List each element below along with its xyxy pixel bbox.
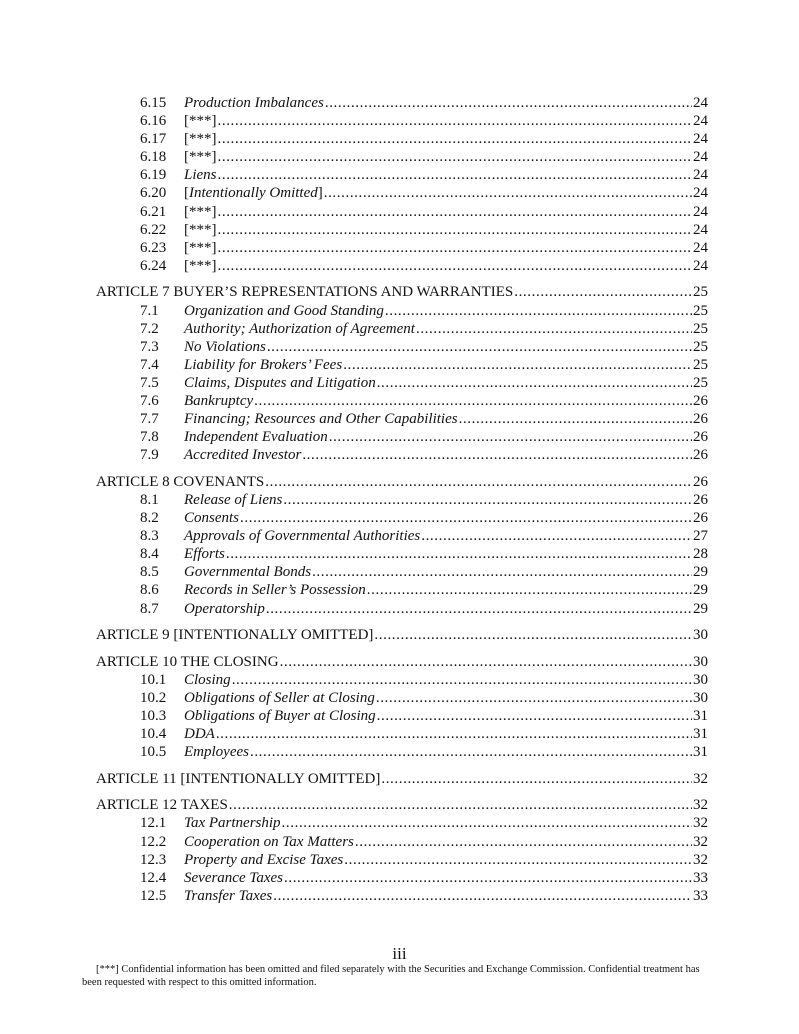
page-ref: 31 [693,726,708,743]
dot-leader [325,94,692,112]
dot-leader [218,130,693,148]
table-of-contents [96,94,708,905]
page-ref: 26 [693,491,708,508]
section-title [184,221,217,239]
section-number: 6.21 [140,203,167,220]
title-text: ARTICLE 10 THE CLOSING [96,653,279,670]
page-ref: 30 [693,653,708,670]
dot-leader [282,814,692,832]
page-ref: 24 [693,257,708,274]
page-ref: 26 [693,473,708,490]
title-text: Organization and Good Standing [184,302,384,319]
title-text: Authority; Authorization of Agreement [184,320,415,337]
page-ref: 29 [693,600,708,617]
title-text: Tax Partnership [184,815,281,832]
title-text: [***] [184,221,217,238]
section-number: 7.1 [140,302,159,319]
title-text: Obligations of Buyer at Closing [184,708,376,724]
section-title [96,796,228,814]
dot-leader [329,428,692,446]
page-ref: 32 [693,851,708,868]
section-number: 7.8 [140,429,159,446]
toc-section-entry[interactable] [96,112,708,130]
section-number: 6.20 [140,185,167,202]
page-ref: 30 [693,671,708,688]
page-ref: 24 [693,95,708,111]
dot-leader [240,509,692,527]
title-text: Cooperation on Tax Matters [184,833,354,850]
page-ref: 24 [693,149,708,166]
title-text: Employees [184,744,249,761]
section-number: 6.16 [140,113,167,130]
page-ref: 25 [693,302,708,319]
toc-article-entry[interactable] [96,473,708,491]
section-number: 8.3 [140,528,159,545]
toc-article-entry[interactable] [96,653,708,671]
toc-section-entry[interactable] [96,392,708,410]
page-ref: 29 [693,564,708,581]
page-ref: 31 [693,708,708,724]
dot-leader [324,184,692,202]
title-text: No Violations [184,338,266,355]
section-title [184,94,324,112]
page-ref: 24 [693,131,708,148]
title-text: Liability for Brokers’ Fees [184,356,343,373]
dot-leader [344,851,692,869]
section-title [184,869,283,887]
title-text: Approvals of Governmental Authorities [184,528,421,545]
title-text: DDA [184,726,215,743]
toc-section-entry[interactable] [96,545,708,563]
dot-leader [514,283,692,301]
section-title [184,509,239,527]
section-title [184,814,281,832]
section-title [184,689,375,707]
title-text: [***] [184,131,217,148]
toc-section-entry[interactable] [96,563,708,581]
page-ref: 25 [693,356,708,373]
section-title [184,112,217,130]
page-ref: 32 [693,815,708,832]
toc-section-entry[interactable] [96,491,708,509]
title-text: [***] [184,239,217,256]
title-text: ARTICLE 9 [INTENTIONALLY OMITTED] [96,627,374,644]
toc-section-entry[interactable] [96,707,708,725]
section-number: 6.17 [140,131,167,148]
toc-section-entry[interactable] [96,203,708,221]
dot-leader [216,725,692,743]
dot-leader [218,148,693,166]
section-number: 12.1 [140,815,167,832]
section-number: 7.9 [140,447,159,464]
toc-section-entry[interactable] [96,689,708,707]
toc-section-entry[interactable] [96,94,708,112]
toc-section-entry[interactable] [96,743,708,761]
toc-section-entry[interactable] [96,130,708,148]
dot-leader [377,707,692,725]
toc-section-entry[interactable] [96,509,708,527]
toc-section-entry[interactable] [96,166,708,184]
toc-article-entry[interactable] [96,626,708,644]
title-text: Accredited Investor [184,447,302,464]
title-text: [***] [184,203,217,220]
section-title [184,446,301,464]
section-number: 10.2 [140,689,167,706]
dot-leader [385,302,692,320]
title-text: Consents [184,510,240,527]
section-title [184,257,217,275]
dot-leader [229,796,692,814]
section-title [184,707,376,725]
section-number: 7.5 [140,374,159,391]
title-text: Financing; Resources and Other Capabilities [184,411,458,428]
section-title [184,725,215,743]
title-text: Production Imbalances [184,95,324,111]
section-title [184,428,328,446]
title-text: Independent Evaluation [184,429,328,446]
title-text: Records in Seller’s Possession [184,582,366,599]
dot-leader [421,527,692,545]
section-title [96,626,373,644]
section-number: 8.1 [140,491,159,508]
dot-leader [367,581,692,599]
section-number: 6.18 [140,149,167,166]
title-text: Operatorship [184,600,265,617]
section-title [96,770,380,788]
page-ref: 25 [693,320,708,337]
toc-section-entry[interactable] [96,148,708,166]
toc-section-entry[interactable] [96,338,708,356]
dot-leader [218,257,693,275]
page-ref: 25 [693,284,708,301]
section-number: 12.4 [140,869,167,886]
page-ref: 24 [693,185,708,202]
title-text: ARTICLE 12 TAXES [96,797,228,814]
title-text: [***] [184,149,217,166]
toc-section-entry[interactable] [96,302,708,320]
title-text: Obligations of Seller at Closing [184,689,375,706]
toc-section-entry[interactable] [96,374,708,392]
title-text: ARTICLE 8 COVENANTS [96,473,265,490]
dot-leader [265,473,692,491]
toc-section-entry[interactable] [96,221,708,239]
section-title [184,203,217,221]
dot-leader [376,689,692,707]
section-number: 8.6 [140,582,159,599]
section-title [184,887,272,905]
toc-section-entry[interactable] [96,869,708,887]
dot-leader [312,563,692,581]
section-number: 10.3 [140,708,167,724]
section-title [184,545,225,563]
title-suffix: ] [317,185,323,202]
dot-leader [218,221,693,239]
toc-section-entry[interactable] [96,671,708,689]
section-title [184,166,217,184]
toc-section-entry[interactable] [96,600,708,618]
toc-section-entry[interactable] [96,851,708,869]
toc-section-entry[interactable] [96,814,708,832]
section-number: 7.3 [140,338,159,355]
toc-section-entry[interactable] [96,446,708,464]
toc-section-entry[interactable] [96,356,708,374]
section-title [184,581,366,599]
toc-article-entry[interactable] [96,283,708,301]
dot-leader [280,653,692,671]
toc-section-entry[interactable] [96,833,708,851]
section-number: 8.2 [140,510,159,527]
toc-section-entry[interactable] [96,239,708,257]
page-ref: 26 [693,510,708,527]
title-text: Severance Taxes [184,869,283,886]
toc-section-entry[interactable] [96,320,708,338]
dot-leader [284,869,692,887]
section-title [184,410,458,428]
section-title [184,833,354,851]
section-title [184,392,253,410]
section-title [184,130,217,148]
dot-leader [254,392,692,410]
title-text: Intentionally Omitted [189,185,318,202]
section-title [96,653,279,671]
dot-leader [250,743,692,761]
toc-section-entry[interactable] [96,527,708,545]
section-number: 10.4 [140,726,167,743]
dot-leader [355,833,692,851]
page-ref: 24 [693,203,708,220]
page-ref: 30 [693,627,708,644]
page-ref: 26 [693,429,708,446]
section-number: 8.7 [140,600,159,617]
dot-leader [273,887,692,905]
dot-leader [218,239,693,257]
section-number: 12.3 [140,851,167,868]
section-title [184,148,217,166]
toc-section-entry[interactable] [96,184,708,202]
page-ref: 26 [693,393,708,409]
dot-leader [374,626,692,644]
dot-leader [218,166,692,184]
section-title [96,283,513,301]
section-number: 6.15 [140,95,167,111]
section-title [96,473,264,491]
section-title [184,527,420,545]
page-ref: 33 [693,869,708,886]
section-number: 6.19 [140,167,167,184]
toc-section-entry[interactable] [96,410,708,428]
page-ref: 24 [693,221,708,238]
dot-leader [343,356,692,374]
section-number: 8.4 [140,546,159,563]
page-ref: 26 [693,447,708,464]
page-ref: 30 [693,689,708,706]
toc-article-entry[interactable] [96,796,708,814]
title-prefix: [ [184,185,189,202]
toc-section-entry[interactable] [96,581,708,599]
page-ref: 29 [693,582,708,599]
section-number: 7.7 [140,411,159,428]
dot-leader [459,410,692,428]
section-title [184,338,266,356]
dot-leader [226,545,692,563]
dot-leader [302,446,692,464]
section-title [184,491,282,509]
toc-section-entry[interactable] [96,887,708,905]
page-ref: 32 [693,797,708,814]
title-text: ARTICLE 7 BUYER’S REPRESENTATIONS AND WARRANTIES [96,284,514,301]
section-number: 6.22 [140,221,167,238]
section-number: 8.5 [140,564,159,581]
page-ref: 28 [693,546,708,563]
title-text: Liens [184,167,217,184]
dot-leader [218,203,693,221]
dot-leader [218,112,693,130]
title-text: Property and Excise Taxes [184,851,344,868]
page-ref: 27 [693,528,708,545]
section-number: 6.23 [140,239,167,256]
title-text: ARTICLE 11 [INTENTIONALLY OMITTED] [96,770,381,787]
title-text: [***] [184,113,217,130]
section-number: 7.6 [140,393,159,409]
title-text: Transfer Taxes [184,887,273,904]
section-title [184,563,311,581]
section-title [184,743,249,761]
title-text: Governmental Bonds [184,564,312,581]
title-text: Claims, Disputes and Litigation [184,374,376,391]
title-text: Efforts [184,546,225,563]
section-number: 10.1 [140,671,167,688]
section-title [184,600,265,618]
toc-section-entry[interactable] [96,428,708,446]
section-title [184,671,231,689]
toc-section-entry[interactable] [96,725,708,743]
dot-leader [267,338,692,356]
dot-leader [232,671,692,689]
dot-leader [416,320,692,338]
section-title [184,184,323,202]
confidentiality-footnote: [***] Confidential information has been omitted and filed separately with the Securities and Exchange Commission. Confidential treatment has been requested with respect to this omitted information. [82,964,700,988]
dot-leader [377,374,692,392]
page-ref: 24 [693,239,708,256]
section-title [184,320,415,338]
page-ref: 25 [693,338,708,355]
title-text: [***] [184,257,217,274]
section-number: 12.5 [140,887,167,904]
section-number: 12.2 [140,833,167,850]
page-ref: 24 [693,113,708,130]
section-number: 7.4 [140,356,159,373]
title-text: Release of Liens [184,491,283,508]
title-text: Closing [184,671,231,688]
dot-leader [381,770,692,788]
page-ref: 26 [693,411,708,428]
page-ref: 24 [693,167,708,184]
section-title [184,374,376,392]
section-title [184,851,343,869]
dot-leader [283,491,692,509]
section-title [184,239,217,257]
toc-section-entry[interactable] [96,257,708,275]
dot-leader [266,600,692,618]
section-number: 10.5 [140,744,167,761]
toc-article-entry[interactable] [96,770,708,788]
section-number: 7.2 [140,320,159,337]
section-title [184,302,384,320]
page-ref: 25 [693,374,708,391]
page-ref: 33 [693,887,708,904]
page-ref: 31 [693,744,708,761]
section-number: 6.24 [140,257,167,274]
title-text: Bankruptcy [184,393,254,409]
page-number: iii [392,944,407,963]
section-title [184,356,342,374]
page-ref: 32 [693,770,708,787]
page-ref: 32 [693,833,708,850]
